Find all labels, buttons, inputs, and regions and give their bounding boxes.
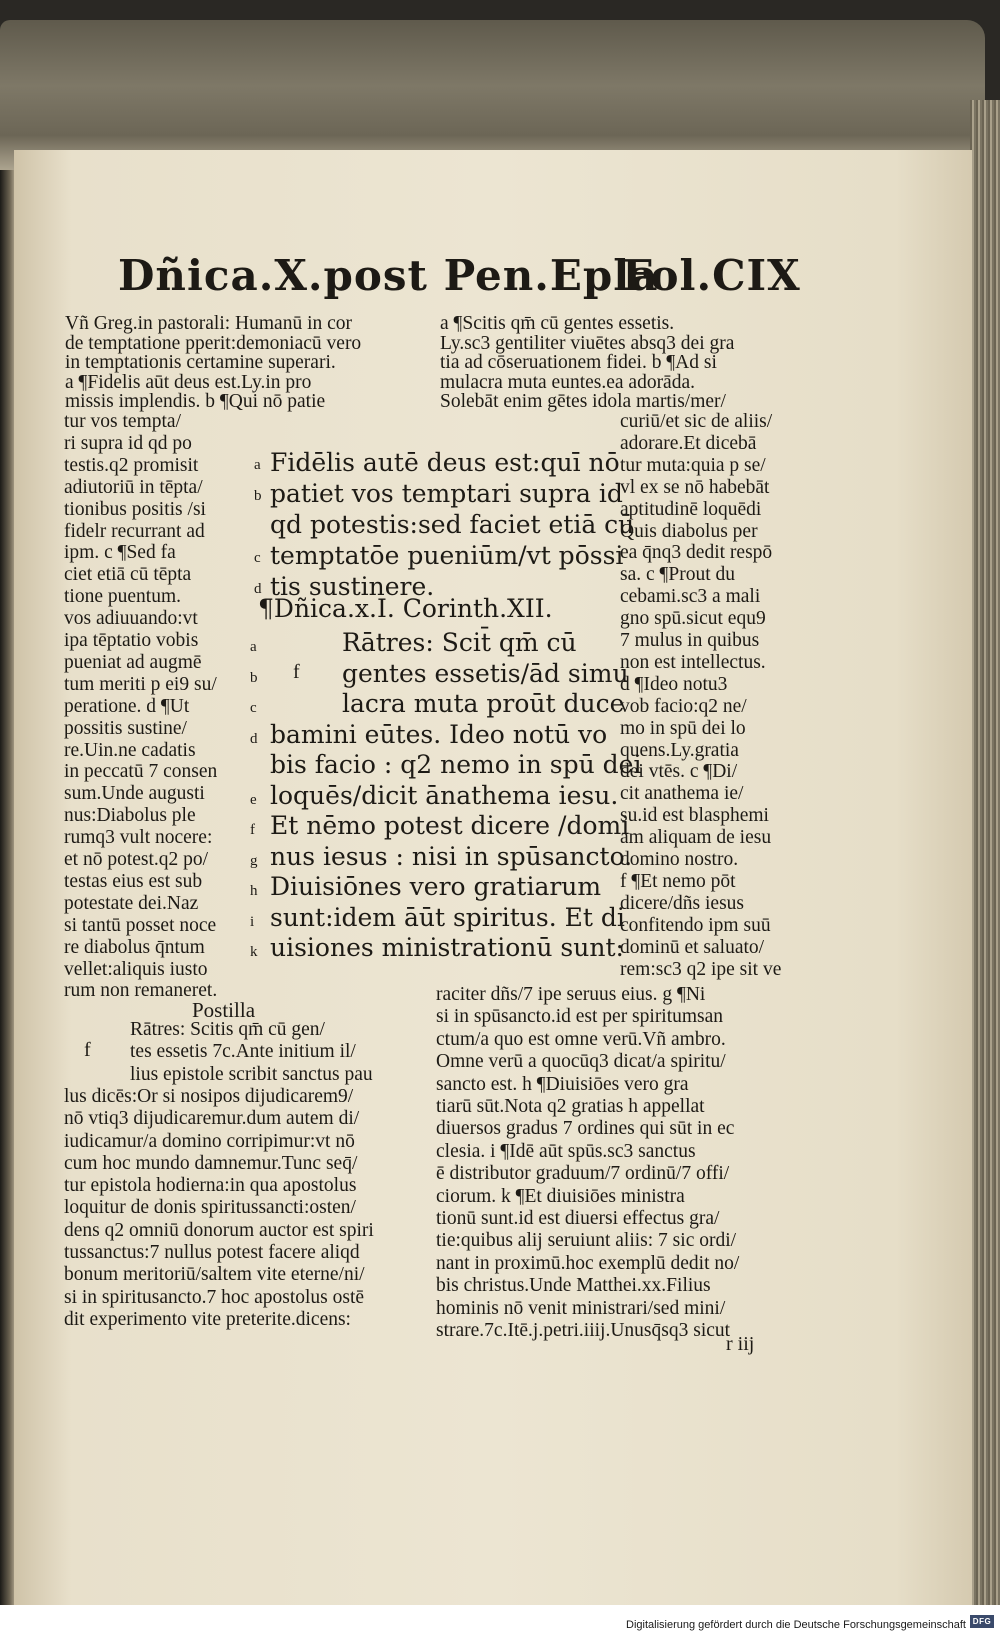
commentary-line: a ¶Fidelis aūt deus est.Ly.in pro	[65, 371, 312, 393]
postilla-title: Postilla	[192, 998, 256, 1022]
commentary-line: am aliquam de iesu	[620, 827, 772, 849]
commentary-line: 7 mulus in quibus	[620, 630, 760, 651]
postilla-line: nō vtiq3 dijudicaremur.dum autem di/	[64, 1108, 360, 1130]
commentary-line: si tantū posset noce	[64, 914, 217, 936]
margin-marker: f	[293, 661, 300, 683]
postilla-line: lus dicēs:Or si nosipos dijudicarem9/	[64, 1085, 354, 1107]
commentary-line: ciet etiā cū tēpta	[64, 564, 192, 586]
commentary-line: sum.Unde augusti	[64, 783, 205, 805]
commentary-line: tur vos tempta/	[64, 411, 181, 432]
verse-marker: k	[250, 944, 258, 960]
postilla-line: cum hoc mundo damnemur.Tunc seq̄/	[64, 1152, 358, 1174]
commentary-line: testis.q2 promisit	[64, 454, 199, 476]
commentary-line: ctum/a quo est omne verū.Vñ ambro.	[436, 1028, 726, 1050]
commentary-line: vl ex se nō habebāt	[620, 476, 770, 498]
commentary-line: quens.Ly.gratia	[620, 739, 739, 761]
commentary-line: pueniat ad augmē	[64, 651, 202, 673]
commentary-line: sancto est. h ¶Diuisiōes vero gra	[436, 1073, 689, 1095]
running-title: Dñica.X.post Pen.Epla	[118, 251, 659, 300]
epistle-line: uisiones ministrationū sunt:	[270, 933, 624, 962]
commentary-line: tur muta:quia p se/	[620, 454, 766, 476]
epistle-line: loquēs/dicit ānathema iesu.	[270, 780, 619, 810]
epistle-line: Diuisiōnes vero gratiarum	[270, 872, 602, 901]
postilla-line: Rātres: Scitis qm̄ cū gen/	[130, 1019, 325, 1040]
commentary-line: non est intellectus.	[620, 651, 766, 673]
commentary-line: ea q̄nq3 dedit respō	[620, 542, 773, 564]
commentary-line: mulacra muta euntes.ea adorāda.	[440, 371, 695, 393]
commentary-line: rem:sc3 q2 ipe sit ve	[620, 958, 782, 980]
verse-marker: h	[250, 883, 258, 899]
verse-marker: e	[250, 791, 257, 808]
verse-marker: f	[250, 822, 255, 838]
commentary-line: strare.7c.Itē.j.petri.iiij.Unusq̄sq3 sicut	[436, 1320, 731, 1341]
verse-marker: c	[250, 700, 257, 716]
commentary-line: fidelr recurrant ad	[64, 520, 205, 542]
lesson-heading: ¶Dñica.x.I. Corinth.XII.	[258, 594, 553, 623]
postilla-line: loquitur de donis spiritussancti:osten/	[64, 1197, 356, 1219]
commentary-line: ri supra id qd po	[64, 432, 192, 454]
commentary-line: dei vtēs. c ¶Di/	[620, 761, 738, 783]
postilla-line: bonum meritoriū/saltem vite eterne/ni/	[64, 1264, 365, 1286]
verse-marker: a	[250, 639, 257, 655]
commentary-line: curiū/et sic de aliis/	[620, 411, 773, 432]
commentary-line: hominis nō venit ministrari/sed mini/	[436, 1297, 726, 1319]
epistle-line: Rātres: Scit̄ qm̄ cū	[342, 628, 577, 657]
verse-marker: b	[254, 488, 262, 504]
commentary-line: confitendo ipm suū	[620, 914, 771, 936]
commentary-line: tionibus positis /si	[64, 498, 206, 520]
commentary-line: Ly.sc3 gentiliter viuētes absq3 dei gra	[440, 332, 735, 354]
commentary-line: diuersos gradus 7 ordines qui sūt in ec	[436, 1118, 735, 1140]
commentary-line: possitis sustine/	[64, 717, 187, 739]
commentary-line: tione puentum.	[64, 586, 181, 608]
commentary-line: vos adiuuando:vt	[64, 608, 198, 630]
commentary-line: d ¶Ideo notu3	[620, 673, 728, 695]
commentary-line: dicere/dñs iesus	[620, 892, 745, 914]
verse-marker: c	[254, 550, 261, 566]
commentary-line: clesia. i ¶Idē aūt spūs.sc3 sanctus	[436, 1140, 696, 1162]
commentary-line: cebami.sc3 a mali	[620, 586, 761, 608]
commentary-line: rum non remaneret.	[64, 980, 218, 1002]
postilla-line: iudicamur/a domino corripimur:vt nō	[64, 1130, 355, 1152]
commentary-line: aptitudinē loquēdi	[620, 498, 762, 520]
epistle-line: lacra muta proūt duce	[342, 689, 625, 718]
commentary-line: tie:quibus alij seruiunt aliis: 7 sic ordi/	[436, 1230, 737, 1252]
epistle-line: Et nēmo potest dicere /domi	[270, 811, 630, 840]
epistle-line: gentes essetis/ād simu	[342, 658, 629, 688]
commentary-line: vellet:aliquis iusto	[64, 958, 208, 980]
verse-marker: g	[250, 852, 258, 869]
commentary-line: su.id est blasphemi	[620, 805, 769, 827]
verse-marker: a	[254, 457, 261, 473]
epistle-line: patiet vos temptari supra id	[270, 479, 623, 508]
commentary-line: in temptationis certamine superari.	[65, 352, 336, 373]
postilla-line: si in spiritusancto.7 hoc apostolus ostē	[64, 1286, 365, 1308]
epistle-line: tis sustinere.	[270, 572, 435, 601]
commentary-line: domino nostro.	[620, 849, 739, 870]
commentary-line: peratione. d ¶Ut	[64, 695, 190, 717]
digitization-credit: Digitalisierung gefördert durch die Deutsche Forschungsgemeinschaft	[626, 1619, 966, 1631]
commentary-line: nant in proximū.hoc exemplū dedit no/	[436, 1252, 740, 1274]
postilla-line: tur epistola hodierna:in qua apostolus	[64, 1175, 357, 1197]
postilla-line: tes essetis 7c.Ante initium il/	[130, 1041, 356, 1063]
commentary-line: tiarū sūt.Nota q2 gratias h appellat	[436, 1096, 705, 1117]
commentary-line: re diabolus q̄ntum	[64, 936, 205, 958]
commentary-line: vob facio:q2 ne/	[620, 695, 747, 717]
commentary-line: in peccatū 7 consen	[64, 761, 218, 783]
dfg-logo: DFG	[970, 1615, 994, 1628]
commentary-line: nus:Diabolus ple	[64, 805, 196, 827]
commentary-line: raciter dñs/7 ipe seruus eius. g ¶Ni	[436, 984, 706, 1005]
page-edges-right	[970, 100, 1000, 1605]
commentary-line: tum meriti p ei9 su/	[64, 673, 217, 695]
epistle-line: bis facio : q2 nemo in spū dei	[270, 750, 642, 779]
verse-marker: i	[250, 913, 255, 930]
commentary-line: sa. c ¶Prout du	[620, 564, 735, 586]
commentary-line: ciorum. k ¶Et diuisiōes ministra	[436, 1185, 685, 1207]
epistle-line: sunt:idem āūt spiritus. Et di	[270, 902, 625, 932]
commentary-line: ē distributor graduum/7 ordinū/7 offi/	[436, 1163, 730, 1185]
epistle-line: Fidēlis autē deus est:quī nō	[270, 448, 620, 477]
commentary-line: tia ad cōseruationem fidei. b ¶Ad si	[440, 352, 717, 373]
commentary-line: missis implendis. b ¶Qui nō patie	[65, 391, 326, 412]
epistle-line: nus iesus : nisi in spūsancto.	[270, 841, 633, 871]
commentary-line: cit anathema ie/	[620, 783, 744, 805]
commentary-line: adorare.Et dicebā	[620, 432, 757, 454]
commentary-line: dominū et saluato/	[620, 936, 765, 958]
commentary-line: de temptatione pperit:demoniacū vero	[65, 332, 362, 354]
commentary-line: Omne verū a quocūq3 dicat/a spiritu/	[436, 1051, 726, 1073]
postilla-line: tussanctus:7 nullus potest facere aliqd	[64, 1242, 360, 1263]
commentary-line: Quis diabolus per	[620, 520, 758, 542]
folio-number: Fol.CIX	[622, 251, 801, 300]
commentary-line: Vñ Greg.in pastorali: Humanū in cor	[65, 313, 353, 334]
commentary-line: mo in spū dei lo	[620, 717, 746, 739]
margin-marker: f	[84, 1039, 91, 1061]
commentary-line: et nō potest.q2 po/	[64, 849, 209, 870]
verse-marker: b	[250, 669, 258, 686]
postilla-line: lius epistole scribit sanctus pau	[130, 1063, 373, 1085]
postilla-line: dens q2 omniū donorum auctor est spiri	[64, 1219, 374, 1241]
postilla-line: dit experimento vite preterite.dicens:	[64, 1308, 351, 1330]
commentary-line: a ¶Scitis qm̄ cū gentes essetis.	[440, 313, 675, 334]
commentary-line: adiutoriū in tēpta/	[64, 476, 203, 498]
commentary-line: bis christus.Unde Matthei.xx.Filius	[436, 1275, 711, 1297]
commentary-line: re.Uin.ne cadatis	[64, 739, 196, 761]
commentary-line: gno spū.sicut equ9	[620, 608, 766, 630]
commentary-line: testas eius est sub	[64, 870, 203, 892]
commentary-line: potestate dei.Naz	[64, 892, 199, 914]
commentary-line: Solebāt enim gētes idola martis/mer/	[440, 391, 726, 412]
verse-marker: d	[254, 581, 262, 597]
commentary-line: tionū sunt.id est diuersi effectus gra/	[436, 1208, 720, 1229]
epistle-line: temptatōe pueniūm/vt pōssi	[270, 541, 624, 570]
epistle-line: bamini eūtes. Ideo notū vo	[270, 719, 608, 749]
commentary-line: ipa tēptatio vobis	[64, 630, 199, 651]
commentary-line: si in spūsancto.id est per spiritumsan	[436, 1006, 724, 1028]
epistle-line: qd potestis:sed faciet etiā cū	[270, 510, 635, 539]
commentary-line: f ¶Et nemo pōt	[620, 870, 736, 892]
verse-marker: d	[250, 730, 258, 747]
commentary-line: rumq3 vult nocere:	[64, 827, 213, 849]
signature-mark: r iij	[726, 1333, 755, 1355]
commentary-line: ipm. c ¶Sed fa	[64, 542, 176, 564]
